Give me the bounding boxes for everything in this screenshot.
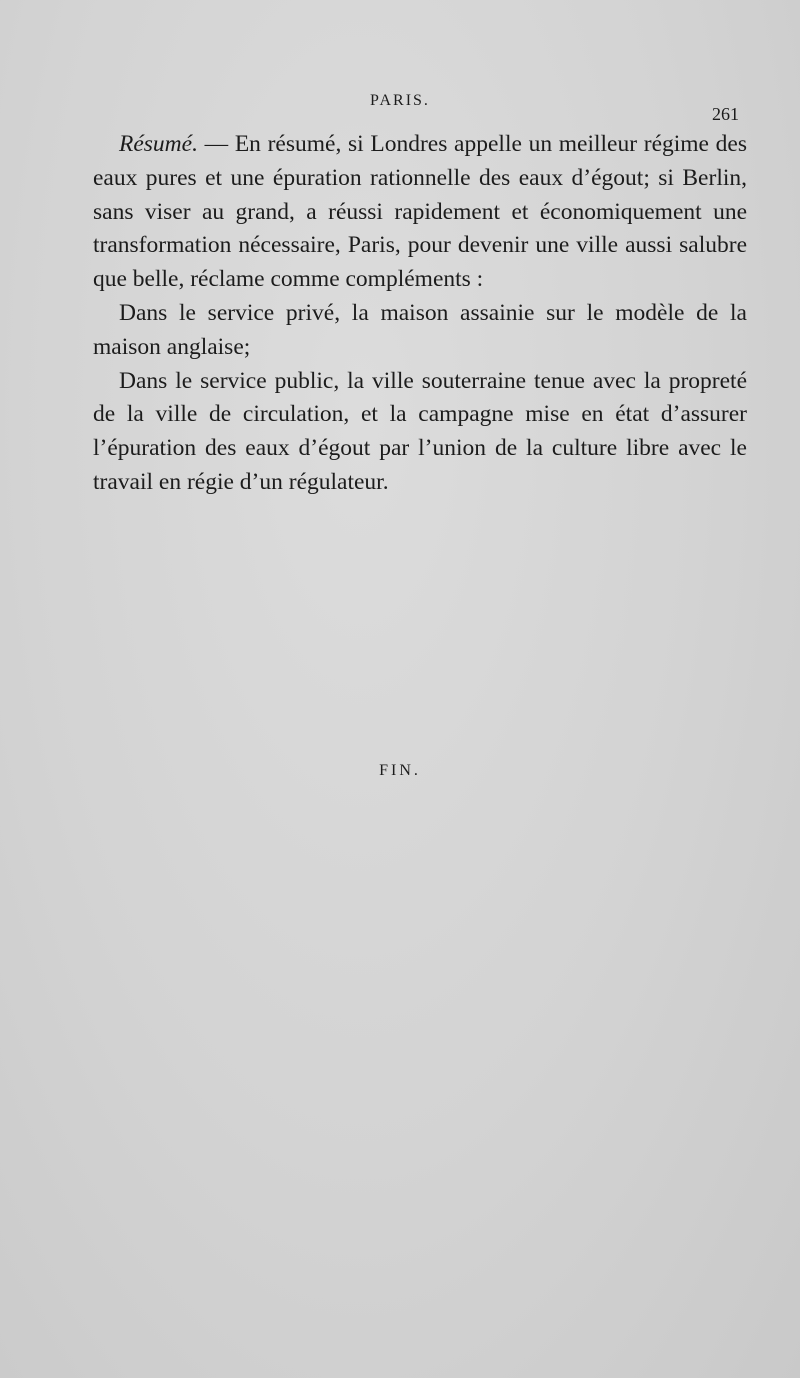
summary-lead-in: Résumé.: [119, 131, 198, 157]
page-number: 261: [712, 104, 739, 124]
running-head: PARIS.: [370, 92, 430, 109]
end-mark: FIN.: [379, 762, 421, 779]
body-text: [93, 128, 747, 500]
paragraph-private-service: Dans le service privé, la maison assainie sur le modèle de la maison anglaise;: [93, 299, 747, 360]
summary-text: — En résumé, si Londres appelle un meilleur régime des eaux pures et une épuration rationnelle des eaux d’égout; si Berlin, sans viser au grand, a réussi rapidement et économiquement une transformation nécessaire, Paris, pour devenir une ville aussi salubre que belle, réclame comme compléments :: [93, 131, 747, 293]
paragraph-public-service: Dans le service public, la ville souterraine tenue avec la propreté de la ville de circulation, et la campagne mise en état d’assurer l’épuration des eaux d’égout par l’union de la culture libre avec le travail en régie d’un régulateur.: [93, 367, 747, 495]
paragraph-summary: [93, 128, 747, 297]
